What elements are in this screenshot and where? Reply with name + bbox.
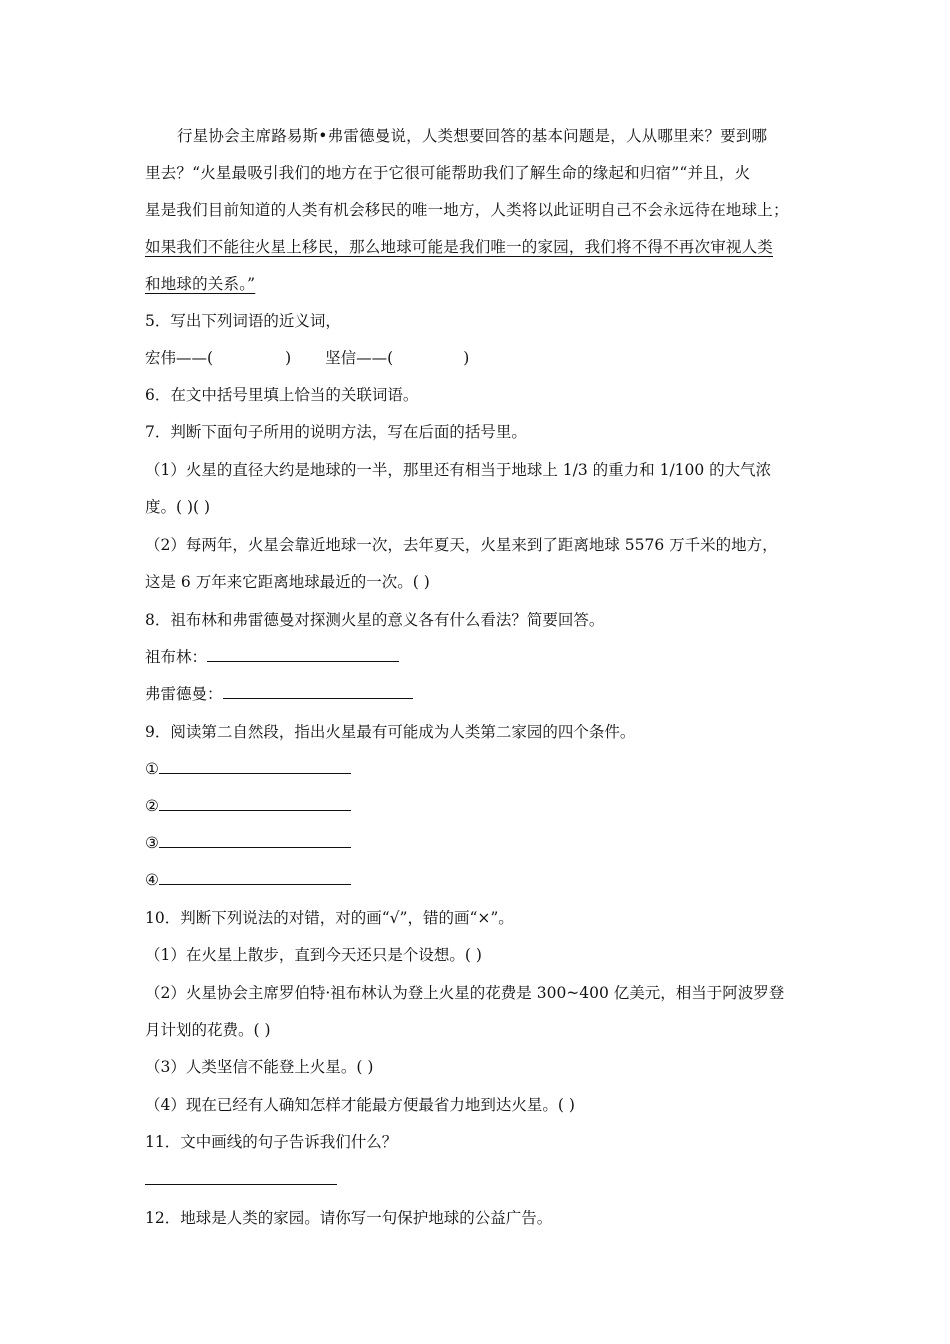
q11-answer [145, 1170, 337, 1190]
q5-item1-close: ) [285, 349, 292, 367]
q10-s2-line-1: （2）火星协会主席罗伯特·祖布林认为登上火星的花费是 300~400 亿美元，相当于阿波罗登 [145, 984, 785, 1002]
q10-s3: （3）人类坚信不能登上火星。( ) [145, 1058, 374, 1076]
q5-item2-close: ) [463, 349, 470, 367]
q10-s2-line-2: 月计划的花费。( ) [145, 1021, 271, 1039]
q9-answer-line-4[interactable] [159, 870, 351, 885]
passage-line-4-underlined: 如果我们不能往火星上移民，那么地球可能是我们唯一的家园，我们将不得不再次审视人类 [145, 238, 774, 256]
q5-item2-word: 坚信——( [325, 349, 394, 367]
q8-label-friedman: 弗雷德曼： [145, 685, 223, 703]
q10-s4: （4）现在已经有人确知怎样才能最方便最省力地到达火星。( ) [145, 1096, 575, 1114]
q8-prompt: 8．祖布林和弗雷德曼对探测火星的意义各有什么看法？简要回答。 [145, 611, 605, 629]
passage-line-2: 里去？“火星最吸引我们的地方在于它很可能帮助我们了解生命的缘起和归宿”“并且，火 [145, 164, 751, 182]
q6-prompt: 6．在文中括号里填上恰当的关联词语。 [145, 386, 419, 404]
q9-prompt: 9．阅读第二自然段，指出火星最有可能成为人类第二家园的四个条件。 [145, 723, 636, 741]
q9-marker-4: ④ [145, 871, 159, 889]
q8-answer-2 [145, 684, 413, 704]
passage-line-1: 行星协会主席路易斯•弗雷德曼说，人类想要回答的基本问题是，人从哪里来？要到哪 [177, 127, 768, 145]
q9-answer-2 [145, 796, 351, 816]
q9-answer-line-2[interactable] [159, 796, 351, 811]
q8-answer-line-zubrin[interactable] [207, 647, 399, 662]
q7-s1-line-1: （1）火星的直径大约是地球的一半，那里还有相当于地球上 1/3 的重力和 1/100 的大气浓 [145, 461, 772, 479]
q10-prompt: 10．判断下列说法的对错，对的画“√”，错的画“×”。 [145, 909, 514, 927]
q5-item1-word: 宏伟——( [145, 349, 214, 367]
q9-answer-line-3[interactable] [159, 833, 351, 848]
q7-prompt: 7．判断下面句子所用的说明方法，写在后面的括号里。 [145, 423, 527, 441]
q9-marker-1: ① [145, 760, 159, 778]
q11-answer-line[interactable] [145, 1170, 337, 1185]
q5-answer-row [145, 348, 469, 368]
q7-s2-line-2: 这是 6 万年来它距离地球最近的一次。( ) [145, 573, 430, 591]
q8-answer-line-friedman[interactable] [223, 684, 413, 699]
q7-s2-line-1: （2）每两年，火星会靠近地球一次，去年夏天，火星来到了距离地球 5576 万千米的地方， [145, 536, 778, 554]
q9-marker-3: ③ [145, 834, 159, 852]
q9-answer-1 [145, 759, 351, 779]
q9-answer-line-1[interactable] [159, 759, 351, 774]
passage-line-5-underlined: 和地球的关系。” [145, 275, 256, 293]
q5-prompt: 5．写出下列词语的近义词， [145, 312, 341, 330]
q9-marker-2: ② [145, 797, 159, 815]
q8-label-zubrin: 祖布林： [145, 648, 208, 666]
passage-line-3: 星是我们目前知道的人类有机会移民的唯一地方，人类将以此证明自己不会永远待在地球上； [145, 201, 789, 219]
q10-s1: （1）在火星上散步，直到今天还只是个设想。( ) [145, 946, 482, 964]
q8-answer-1 [145, 647, 399, 667]
q12-prompt: 12．地球是人类的家园。请你写一句保护地球的公益广告。 [145, 1209, 553, 1227]
q9-answer-3 [145, 833, 351, 853]
q7-s1-line-2: 度。( )( ) [145, 498, 211, 516]
q9-answer-4 [145, 870, 351, 890]
q11-prompt: 11．文中画线的句子告诉我们什么？ [145, 1133, 398, 1151]
